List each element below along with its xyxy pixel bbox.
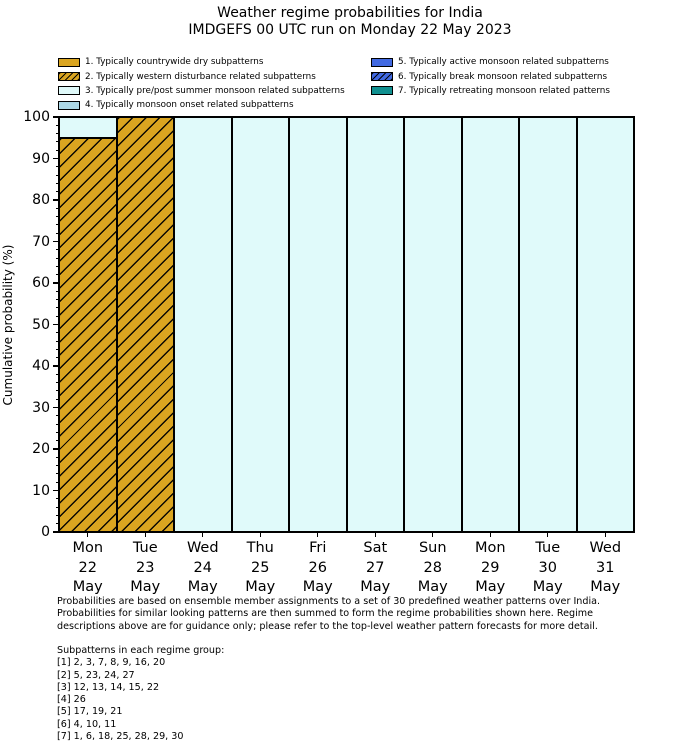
x-label-line: May <box>187 579 218 595</box>
chart-title-block <box>0 5 700 39</box>
y-tick-label-50: 50 <box>32 316 50 333</box>
bar-segment-regime-3 <box>289 117 347 532</box>
x-tick-thu-25-may <box>260 532 261 537</box>
x-label-line: Mon <box>72 540 104 556</box>
legend-item-regime-3 <box>58 84 345 98</box>
x-label-thu-25-may <box>232 539 290 598</box>
bar-segment-regime-2 <box>59 138 117 532</box>
footnote-line-1: Probabilities are based on ensemble member assignments to a set of 30 predefined weather patterns over India. <box>57 596 601 607</box>
y-minor-tick <box>56 382 59 383</box>
y-tick-label-40: 40 <box>32 358 50 374</box>
y-minor-tick <box>56 316 59 317</box>
legend-label-regime-7: 7. Typically retreating monsoon related patterns <box>398 85 610 96</box>
x-label-line: Sun <box>418 540 447 556</box>
legend-swatch-regime-4-icon <box>58 101 80 110</box>
legend-swatch-regime-6-icon <box>371 72 393 81</box>
legend-column-2 <box>371 55 610 98</box>
y-tick-label-70: 70 <box>32 233 50 250</box>
x-label-tue-30-may <box>519 539 577 598</box>
legend-swatch-regime-5-icon <box>371 58 393 67</box>
y-minor-tick <box>56 208 59 209</box>
x-label-line: May <box>245 579 276 595</box>
y-minor-tick <box>56 175 59 176</box>
x-tick-sat-27-may <box>375 532 376 537</box>
y-minor-tick <box>56 150 59 151</box>
x-label-line: May <box>417 579 448 595</box>
y-minor-tick <box>56 349 59 350</box>
y-tick-label-10: 10 <box>32 482 50 499</box>
y-minor-tick <box>56 465 59 466</box>
x-label-line: Thu <box>246 540 274 556</box>
x-label-line: May <box>130 579 161 595</box>
legend-column-1 <box>58 55 345 113</box>
legend-item-regime-7 <box>371 84 610 98</box>
y-minor-tick <box>56 274 59 275</box>
x-tick-mon-22-may <box>87 532 88 537</box>
legend-label-regime-1: 1. Typically countrywide dry subpatterns <box>85 57 264 68</box>
x-label-line: May <box>475 579 506 595</box>
y-axis-title: Cumulative probability (%) <box>1 244 15 406</box>
y-minor-tick <box>56 125 59 126</box>
x-label-line: Mon <box>474 540 506 556</box>
x-label-line: 29 <box>481 559 500 576</box>
x-label-line: 23 <box>136 559 155 576</box>
y-minor-tick <box>56 415 59 416</box>
x-label-line: Sat <box>363 540 388 556</box>
x-label-mon-29-may <box>462 539 520 598</box>
y-tick-label-20: 20 <box>32 441 50 457</box>
x-label-line: Tue <box>535 540 561 556</box>
footnote-line-2: Probabilities for similar looking patterns are then summed to form the regime probabilities shown here. Regime <box>57 608 593 620</box>
x-label-sun-28-may <box>404 539 462 598</box>
y-minor-tick <box>56 233 59 234</box>
x-label-tue-23-may <box>117 539 175 598</box>
y-major-tick <box>53 448 59 449</box>
x-label-line: May <box>590 579 621 595</box>
subpatterns-line-5: [5] 17, 19, 21 <box>57 706 123 718</box>
bar-segment-regime-3 <box>519 117 577 532</box>
bar-wed-31-may <box>577 117 635 532</box>
bars-container <box>59 117 634 532</box>
bar-segment-regime-3 <box>462 117 520 532</box>
x-tick-tue-30-may <box>547 532 548 537</box>
bar-segment-regime-3 <box>347 117 405 532</box>
y-minor-tick <box>56 191 59 192</box>
y-major-tick <box>53 324 59 325</box>
legend-item-regime-1 <box>58 55 345 69</box>
bar-tue-23-may <box>117 117 175 532</box>
y-tick-label-80: 80 <box>32 192 50 208</box>
legend-swatch-regime-7-icon <box>371 86 393 95</box>
y-tick-label-100: 100 <box>23 109 50 125</box>
y-major-tick <box>53 407 59 408</box>
legend-label-regime-6: 6. Typically break monsoon related subpatterns <box>398 71 608 82</box>
y-minor-tick <box>56 432 59 433</box>
bar-thu-25-may <box>232 117 290 532</box>
y-minor-tick <box>56 357 59 358</box>
y-minor-tick <box>56 258 59 259</box>
x-label-line: Wed <box>186 540 219 556</box>
bar-mon-22-may <box>59 117 117 532</box>
y-minor-tick <box>56 141 59 142</box>
x-label-line: Tue <box>132 540 158 556</box>
footnote-line-3: descriptions above are for guidance only; please refer to the top-level weather pattern forecasts for more detail. <box>57 620 598 632</box>
chart-subtitle: IMDGEFS 00 UTC run on Monday 22 May 2023 <box>188 22 512 38</box>
bar-sat-27-may <box>347 117 405 532</box>
x-label-line: 24 <box>193 559 212 576</box>
bar-fri-26-may <box>289 117 347 532</box>
subpatterns-line-4: [4] 26 <box>57 694 86 706</box>
y-minor-tick <box>56 482 59 483</box>
x-label-line: May <box>302 579 333 595</box>
x-label-line: 26 <box>308 559 327 576</box>
x-label-line: 31 <box>596 559 615 576</box>
subpatterns-line-7: [7] 1, 6, 18, 25, 28, 29, 30 <box>57 731 184 743</box>
x-tick-wed-31-may <box>605 532 606 537</box>
y-minor-tick <box>56 266 59 267</box>
subpatterns-heading: Subpatterns in each regime group: <box>57 645 225 656</box>
y-major-tick <box>53 241 59 242</box>
legend-label-regime-5: 5. Typically active monsoon related subpatterns <box>398 57 609 68</box>
y-minor-tick <box>56 440 59 441</box>
bar-segment-regime-3 <box>404 117 462 532</box>
legend-swatch-regime-3-icon <box>58 86 80 95</box>
x-label-wed-31-may <box>577 539 635 598</box>
y-minor-tick <box>56 390 59 391</box>
bar-segment-regime-3 <box>232 117 290 532</box>
bar-segment-regime-3 <box>59 117 117 138</box>
footnote-text <box>57 596 600 633</box>
y-minor-tick <box>56 399 59 400</box>
x-tick-fri-26-may <box>317 532 318 537</box>
y-minor-tick <box>56 473 59 474</box>
x-label-line: Fri <box>309 540 327 556</box>
legend-label-regime-2: 2. Typically western disturbance related subpatterns <box>85 71 316 82</box>
y-minor-tick <box>56 332 59 333</box>
y-minor-tick <box>56 341 59 342</box>
x-label-line: May <box>72 579 103 595</box>
legend-swatch-regime-2-icon <box>58 72 80 81</box>
x-label-line: 30 <box>538 559 557 576</box>
y-major-tick <box>53 158 59 159</box>
bar-mon-29-may <box>462 117 520 532</box>
subpatterns-line-1: [1] 2, 3, 7, 8, 9, 16, 20 <box>57 657 166 669</box>
y-minor-tick <box>56 424 59 425</box>
legend-item-regime-5 <box>371 55 610 69</box>
x-label-fri-26-may <box>289 539 347 598</box>
y-major-tick <box>53 282 59 283</box>
x-label-line: May <box>360 579 391 595</box>
y-minor-tick <box>56 498 59 499</box>
y-major-tick <box>53 199 59 200</box>
x-tick-tue-23-may <box>145 532 146 537</box>
y-minor-tick <box>56 216 59 217</box>
x-label-line: 25 <box>251 559 270 576</box>
y-minor-tick <box>56 133 59 134</box>
subpatterns-line-3: [3] 12, 13, 14, 15, 22 <box>57 681 160 693</box>
x-label-line: 22 <box>78 559 97 576</box>
x-label-mon-22-may <box>59 539 117 598</box>
y-minor-tick <box>56 291 59 292</box>
y-minor-tick <box>56 515 59 516</box>
y-minor-tick <box>56 507 59 508</box>
y-minor-tick <box>56 457 59 458</box>
x-tick-wed-24-may <box>202 532 203 537</box>
x-label-line: 28 <box>423 559 442 576</box>
y-minor-tick <box>56 307 59 308</box>
subpatterns-line-6: [6] 4, 10, 11 <box>57 718 117 730</box>
y-minor-tick <box>56 374 59 375</box>
x-label-line: Wed <box>589 540 622 556</box>
legend-item-regime-4 <box>58 98 345 112</box>
bar-segment-regime-3 <box>174 117 232 532</box>
bar-tue-30-may <box>519 117 577 532</box>
subpatterns-line-2: [2] 5, 23, 24, 27 <box>57 669 135 681</box>
chart-title: Weather regime probabilities for India <box>217 5 483 21</box>
x-label-line: May <box>532 579 563 595</box>
y-minor-tick <box>56 166 59 167</box>
y-minor-tick <box>56 523 59 524</box>
y-minor-tick <box>56 249 59 250</box>
y-major-tick <box>53 490 59 491</box>
x-label-line: 27 <box>366 559 385 576</box>
x-label-wed-24-may <box>174 539 232 598</box>
subpatterns-block <box>57 645 224 743</box>
plot-area <box>23 109 635 595</box>
y-minor-tick <box>56 183 59 184</box>
y-major-tick <box>53 365 59 366</box>
y-major-tick <box>53 531 59 532</box>
x-tick-mon-29-may <box>490 532 491 537</box>
legend-item-regime-2 <box>58 69 345 83</box>
y-tick-label-0: 0 <box>41 524 50 540</box>
legend-label-regime-4: 4. Typically monsoon onset related subpatterns <box>85 100 294 111</box>
y-minor-tick <box>56 299 59 300</box>
bar-sun-28-may <box>404 117 462 532</box>
bar-segment-regime-2 <box>117 117 175 532</box>
y-tick-label-30: 30 <box>32 399 50 416</box>
legend-item-regime-6 <box>371 69 610 83</box>
x-tick-sun-28-may <box>432 532 433 537</box>
bar-wed-24-may <box>174 117 232 532</box>
legend-label-regime-3: 3. Typically pre/post summer monsoon related subpatterns <box>85 85 345 96</box>
y-tick-label-60: 60 <box>32 275 50 291</box>
y-tick-label-90: 90 <box>32 150 50 167</box>
bar-segment-regime-3 <box>577 117 635 532</box>
y-major-tick <box>53 116 59 117</box>
y-minor-tick <box>56 224 59 225</box>
x-label-sat-27-may <box>347 539 405 598</box>
legend-swatch-regime-1-icon <box>58 58 80 67</box>
